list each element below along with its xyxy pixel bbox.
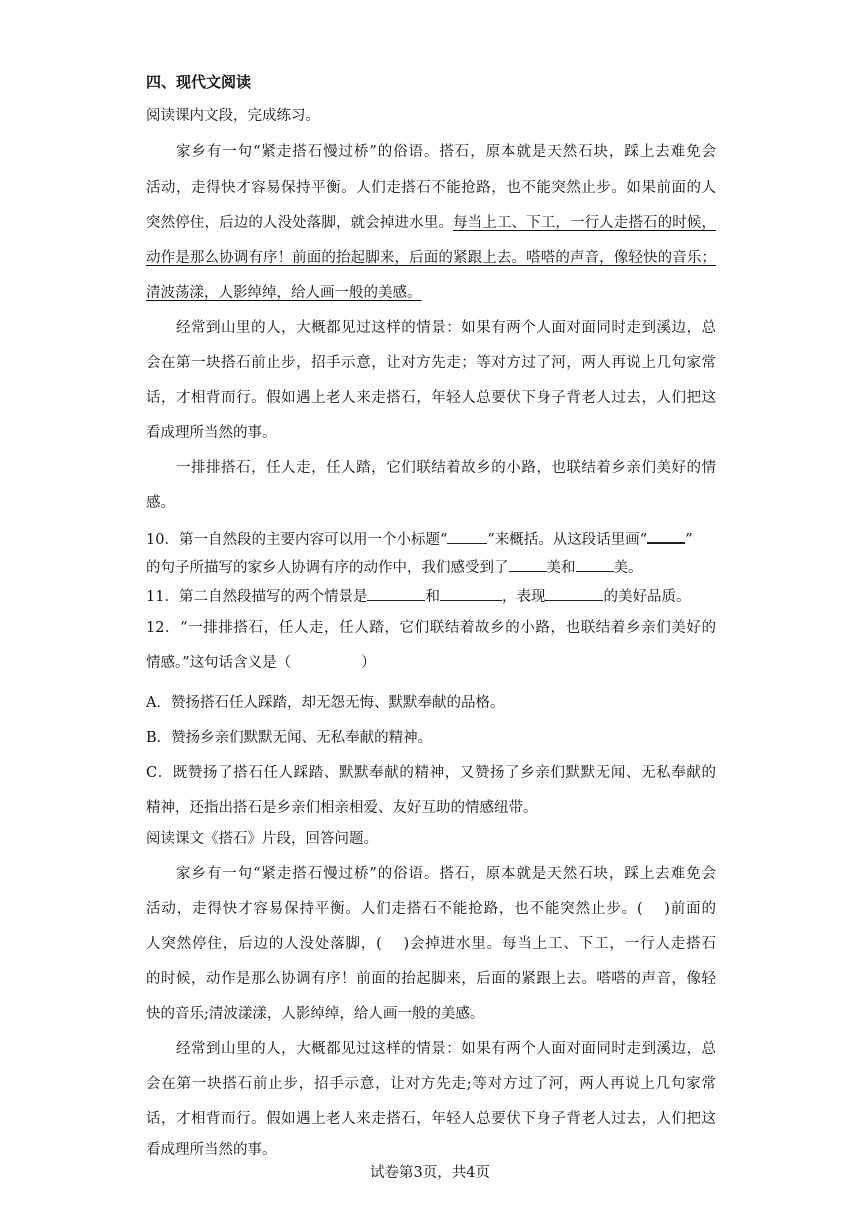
passage2-p2-line4: 看成理所当然的事。	[146, 1142, 277, 1158]
q11-text: ，表现	[501, 589, 546, 605]
q10-text: 美。	[613, 560, 643, 576]
reading-instruction: 阅读课内文段，完成练习。	[146, 108, 320, 124]
q10-text: ”来概括。从这段话里画“	[487, 532, 648, 548]
question-12: 12．“一排排搭石，任人走，任人踏，它们联结着故乡的小路，也联结着乡亲们美好的	[146, 620, 716, 636]
question-11	[146, 586, 716, 607]
q11-text: 的美好品质。	[603, 589, 691, 605]
q11-text: 11．第二自然段描写的两个情景是	[146, 589, 368, 605]
q10-beauty-blank-2[interactable]	[576, 557, 614, 572]
option-c[interactable]: C．既赞扬了搭石任人踩踏、默默奉献的精神，又赞扬了乡亲们默默无闻、无私奉献的	[146, 765, 716, 781]
underlined-sentence: 每当上工、下工，一行人走搭石的时候，	[453, 215, 716, 231]
passage1-text: 突然停住，后边的人没处落脚，就会掉进水里。	[146, 215, 453, 231]
passage2-p1-line4: 的时候，动作是那么协调有序！前面的抬起脚来，后面的紧跟上去。嗒嗒的声音，像轻	[146, 971, 716, 987]
passage1-p1-line1: 家乡有一句“紧走搭石慢过桥”的俗语。搭石，原本就是天然石块，踩上去难免会	[176, 144, 716, 160]
passage1-p2-line4: 看成理所当然的事。	[146, 425, 277, 441]
q10-text: 的句子所描写的家乡人协调有序的动作中，我们感受到了	[146, 560, 509, 576]
question-10	[146, 528, 716, 550]
passage1-p2-line1: 经常到山里的人，大概都见过这样的情景：如果有两个人面对面同时走到溪边，总	[176, 320, 716, 336]
passage2-p1-line2: 活动，走得快才容易保持平衡。人们走搭石不能抢路，也不能突然止步。( )前面的	[146, 901, 716, 917]
reading-instruction-2: 阅读课文《搭石》片段，回答问题。	[146, 831, 378, 847]
q10-text: ”	[685, 532, 693, 548]
passage1-p3-line1: 一排排搭石，任人走，任人踏，它们联结着故乡的小路，也联结着乡亲们美好的情	[176, 460, 716, 476]
q11-quality-blank[interactable]	[545, 586, 603, 601]
page-footer: 试卷第3页，共4页	[370, 1165, 490, 1181]
q11-scene-blank-2[interactable]	[440, 586, 502, 601]
q10-title-blank[interactable]	[447, 529, 487, 544]
q10-text: 美和	[546, 560, 576, 576]
option-b[interactable]: B．赞扬乡亲们默默无闻、无私奉献的精神。	[146, 730, 433, 746]
passage1-underlined-line5: 清波荡漾，人影绰绰，给人画一般的美感。	[146, 285, 422, 301]
passage2-p1-line1: 家乡有一句“紧走搭石慢过桥”的俗语。搭石，原本就是天然石块，踩上去难免会	[176, 866, 716, 882]
passage2-p1-line5: 快的音乐;清波漾漾，人影绰绰，给人画一般的美感。	[146, 1006, 485, 1022]
q10-beauty-blank-1[interactable]	[509, 557, 547, 572]
passage1-p1-line2: 活动，走得快才容易保持平衡。人们走搭石不能抢路，也不能突然止步。如果前面的人	[146, 180, 716, 196]
question-12-line2	[146, 653, 716, 673]
passage2-p2-line3: 话，才相背而行。假如遇上老人来走搭石，年轻人总要伏下身子背老人过去，人们把这	[146, 1111, 716, 1127]
passage1-underlined-line4: 动作是那么协调有序！前面的抬起脚来，后面的紧跟上去。嗒嗒的声音，像轻快的音乐；	[146, 250, 716, 266]
passage1-p3-line2: 感。	[146, 495, 175, 511]
passage1-p2-line2: 会在第一块搭石前止步，招手示意，让对方先走；等对方过了河，两人再说上几句家常	[146, 355, 716, 371]
q11-scene-blank-1[interactable]	[367, 586, 425, 601]
q11-text: 和	[425, 589, 440, 605]
passage2-p2-line2: 会在第一块搭石前止步，招手示意，让对方先走;等对方过了河，两人再说上几句家常	[146, 1076, 716, 1092]
option-a[interactable]: A．赞扬搭石任人踩踏，却无怨无悔、默默奉献的品格。	[146, 695, 505, 711]
q12-text: 情感。”这句话含义是（	[146, 655, 292, 671]
question-10-line2	[146, 557, 716, 578]
option-c-line2[interactable]: 精神，还指出搭石是乡亲们相亲相爱、友好互助的情感纽带。	[146, 800, 538, 816]
q12-text: ）	[361, 655, 376, 671]
passage1-p1-line3	[146, 213, 716, 233]
passage1-p2-line3: 话，才相背而行。假如遇上老人来走搭石，年轻人总要伏下身子背老人过去，人们把这	[146, 390, 716, 406]
section-title: 四、现代文阅读	[146, 73, 252, 91]
q10-underline-symbol	[647, 528, 685, 544]
q10-text: 10．第一自然段的主要内容可以用一个小标题“	[146, 532, 448, 548]
passage2-p2-line1: 经常到山里的人，大概都见过这样的情景：如果有两个人面对面同时走到溪边，总	[176, 1041, 716, 1057]
passage2-p1-line3: 人突然停住，后边的人没处落脚，( )会掉进水里。每当上工、下工，一行人走搭石	[146, 936, 716, 952]
